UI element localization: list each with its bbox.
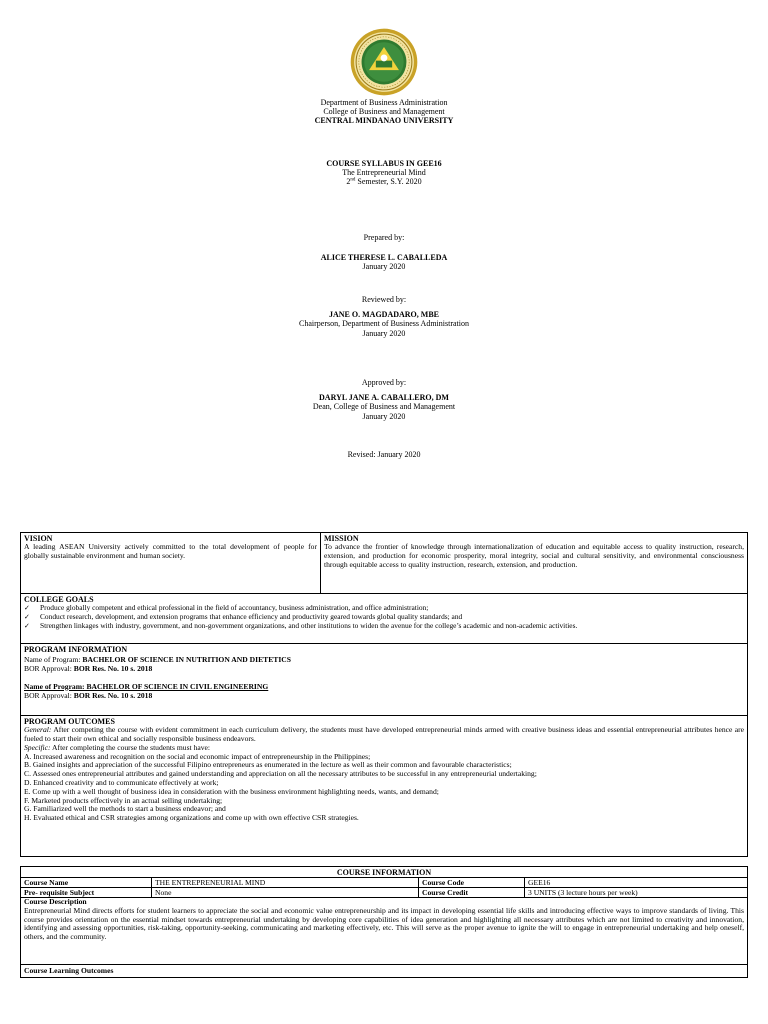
checkmark-icon: ✓ <box>24 621 30 630</box>
vision-cell <box>21 533 321 593</box>
approved-name: DARYL JANE A. CABALLERO, DM <box>319 393 449 403</box>
approved-date: January 2020 <box>362 411 406 421</box>
prerequisite-label: Pre- requisite Subject <box>21 888 152 897</box>
approved-label: Approved by: <box>361 378 407 387</box>
outcome-item: H. Evaluated ethical and CSR strategies among organizations and come up with own effective CSR strategies. <box>24 813 359 823</box>
course-credit-label: Course Credit <box>419 888 525 897</box>
reviewed-name: JANE O. MAGDADARO, MBE <box>329 310 439 320</box>
syllabus-heading <box>0 159 768 187</box>
program-info-title: PROGRAM INFORMATION <box>24 645 128 654</box>
prepared-name: ALICE THERESE L. CABALLEDA <box>320 253 448 263</box>
course-name-label: Course Name <box>21 878 152 887</box>
prerequisite-row <box>21 888 747 898</box>
outcome-item: G. Familiarized well the methods to start a business endeavor; and <box>24 804 226 814</box>
reviewed-by-block <box>0 295 768 338</box>
program-outcomes-title: PROGRAM OUTCOMES <box>24 717 115 726</box>
department-heading <box>0 98 768 126</box>
prepared-by-block <box>0 233 768 272</box>
college-goals-title: COLLEGE GOALS <box>24 595 94 604</box>
reviewed-role: Chairperson, Department of Business Administration <box>299 319 469 329</box>
goal-item: ✓ Strengthen linkages with industry, government, and non-government organizations, and other institutions to widen the avenue for the college’s academic and non-academic activities. <box>24 620 578 630</box>
program-1-name: Name of Program: BACHELOR OF SCIENCE IN NUTRITION AND DIETETICS <box>24 654 292 664</box>
vision-mission-table <box>20 532 748 594</box>
course-name-value: THE ENTREPRENEURIAL MIND <box>152 878 419 887</box>
course-name-row <box>21 878 747 888</box>
approved-role: Dean, College of Business and Management <box>312 402 456 412</box>
vision-title: VISION <box>24 534 53 543</box>
general-outcome: General: After competing the course with evident commitment in each curriculum delivery, the students must have developed entrepreneurial minds armed with creative business ideas and essential entrepreneurial attributes hence are fueled to start their own ethical and socially responsible business endeavors. <box>24 725 744 743</box>
university-seal-icon <box>350 28 418 96</box>
checkmark-icon: ✓ <box>24 604 30 613</box>
college-goals-section <box>20 594 748 644</box>
course-subtitle: The Entrepreneurial Mind <box>342 168 426 178</box>
outcome-item: D. Enhanced creativity and to communicate effectively at work; <box>24 777 219 787</box>
prepared-label: Prepared by: <box>363 233 405 242</box>
reviewed-date: January 2020 <box>362 328 406 338</box>
course-credit-value: 3 UNITS (3 lecture hours per week) <box>528 888 638 897</box>
mission-text: To advance the frontier of knowledge through internationalization of education and equitable access to quality instruction, research, extension, and production for economic prosperity, moral integrity, social and cultural sensitivity, and environmental consciousness through equitable access to quality instruction, research, extension, and production. <box>324 542 744 569</box>
prerequisite-value: None <box>152 888 419 897</box>
semester-line: 2nd Semester, S.Y. 2020 <box>346 177 422 187</box>
program-outcomes-section <box>20 716 748 857</box>
course-description-text: Entrepreneurial Mind directs efforts for student learners to appreciate the social and economic value entrepreneurship and its impact in developing essential life skills and introducing effective ways to improve standards of living. This course provides orientation on the essential mindset towards entrepreneurial undertaking by developing core capabilities of idea generation and highlighting all necessary attributes which are not limited to creativity and innovation, identifying and assessing opportunities, risk-taking, opportunity-seeking, communicating and marketing effectively, etc. This will serve as the proper avenue to ignite the will to engage in entrepreneurial undertaking and help oneself, others, and the community. <box>24 905 744 942</box>
revised-date: Revised: January 2020 <box>347 450 421 459</box>
course-description-label: Course Description <box>24 897 87 906</box>
course-code-value: GEE16 <box>528 878 551 887</box>
vision-text: A leading ASEAN University actively committed to the total development of people for globally sustainable environment and human society. <box>24 542 317 561</box>
university-name: CENTRAL MINDANAO UNIVERSITY <box>314 116 454 126</box>
mission-cell <box>321 533 747 593</box>
course-description-cell <box>21 898 747 965</box>
program-2-bor: BOR Approval: BOR Res. No. 10 s. 2018 <box>24 690 153 700</box>
course-learning-outcomes-label: Course Learning Outcomes <box>24 966 114 975</box>
outcome-item: C. Assessed ones entrepreneurial attributes and gained understanding and appreciation on all the necessary attributes to be successful in any entrepreneurial undertaking; <box>24 769 537 779</box>
checkmark-icon: ✓ <box>24 613 30 622</box>
prepared-date: January 2020 <box>362 262 406 272</box>
course-information-table <box>20 866 748 978</box>
college-name: College of Business and Management <box>323 107 445 117</box>
specific-outcome-intro: Specific: After completing the course the students must have: <box>24 742 211 752</box>
outcome-item: B. Gained insights and appreciation of the successful Filipino entrepreneurs as enumerated in the lecture as well as their common and favourable characteristics; <box>24 760 512 770</box>
department-name: Department of Business Administration <box>320 98 448 107</box>
goal-item: ✓ Conduct research, development, and extension programs that enhance efficiency and productivity geared towards global quality standards; and <box>24 612 463 622</box>
program-information-section <box>20 644 748 716</box>
outcome-item: F. Marketed products effectively in an actual selling undertaking; <box>24 795 223 805</box>
approved-by-block <box>0 378 768 421</box>
syllabus-title: COURSE SYLLABUS IN GEE16 <box>326 159 442 168</box>
mission-title: MISSION <box>324 534 359 543</box>
course-code-label: Course Code <box>419 878 525 887</box>
course-info-title: COURSE INFORMATION <box>21 867 747 878</box>
outcome-item: E. Come up with a well thought of business idea in consideration with the business environment highlighting needs, wants, and demand; <box>24 786 439 796</box>
goal-item: ✓ Produce globally competent and ethical professional in the field of accountancy, business administration, and office administration; <box>24 603 429 613</box>
outcome-item: A. Increased awareness and recognition on the social and economic impact of entrepreneurship in the Philippines; <box>24 751 371 761</box>
reviewed-label: Reviewed by: <box>361 295 407 304</box>
program-2-name: Name of Program: BACHELOR OF SCIENCE IN CIVIL ENGINEERING <box>24 681 269 691</box>
program-1-bor: BOR Approval: BOR Res. No. 10 s. 2018 <box>24 663 153 673</box>
